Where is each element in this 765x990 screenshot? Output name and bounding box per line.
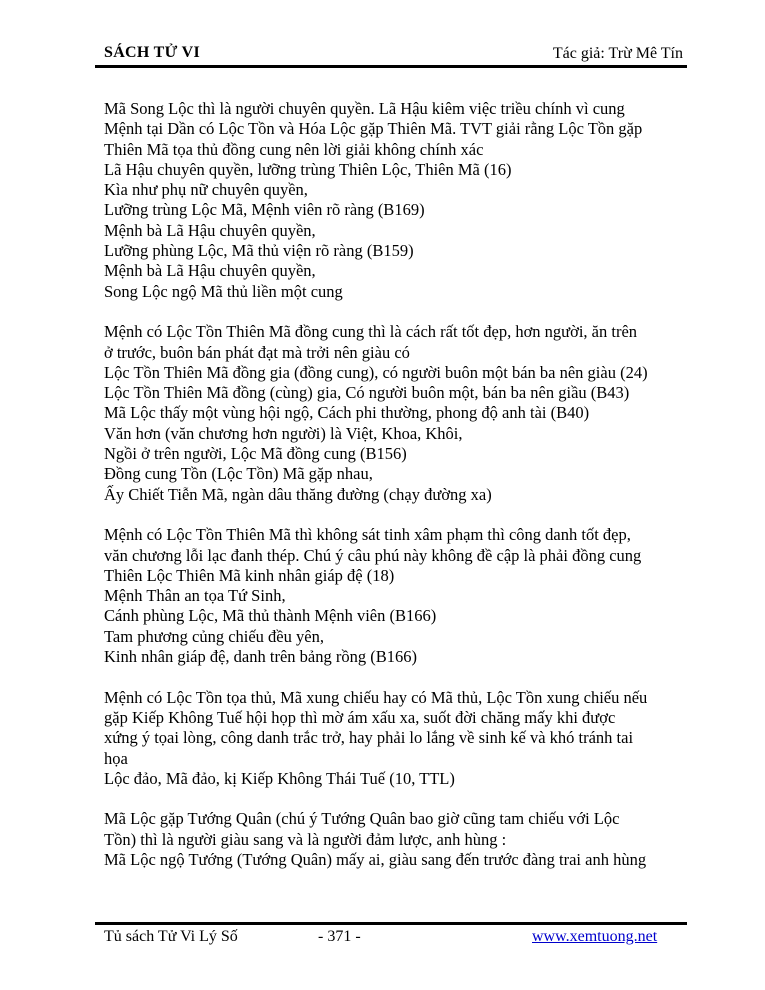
text-line: Mệnh bà Lã Hậu chuyên quyền,	[104, 261, 316, 281]
text-line: Thiên Mã tọa thủ đồng cung nên lời giải không chính xác	[104, 139, 484, 159]
text-line: Mệnh có Lộc Tồn Thiên Mã đồng cung thì là cách rất tốt đẹp, hơn người, ăn trên	[104, 322, 638, 342]
footer-website-link[interactable]: www.xemtuong.net	[532, 928, 658, 945]
paragraph-block	[104, 688, 694, 789]
text-line: Lộc Tồn Thiên Mã đồng (cùng) gia, Có người buôn một, bán ba nên giầu (B43)	[104, 383, 630, 403]
text-line: Mệnh có Lộc Tồn tọa thủ, Mã xung chiếu hay có Mã thủ, Lộc Tồn xung chiếu nếu	[104, 687, 648, 707]
text-line: Mệnh tại Dần có Lộc Tồn và Hóa Lộc gặp Thiên Mã. TVT giải rằng Lộc Tồn gặp	[104, 119, 643, 139]
text-line: Mã Lộc ngộ Tướng (Tướng Quân) mấy ai, giàu sang đến trước đàng trai anh hùng	[104, 849, 647, 869]
footer-divider	[95, 922, 687, 925]
paragraph-block	[104, 322, 694, 505]
paragraph-block	[104, 525, 694, 667]
footer-page-number: - 371 -	[318, 928, 361, 945]
document-body	[104, 99, 694, 870]
text-line: Mệnh có Lộc Tồn Thiên Mã thì không sát tinh xâm phạm thì công danh tốt đẹp,	[104, 525, 631, 545]
text-line: Tam phương củng chiếu đều yên,	[104, 626, 324, 646]
paragraph-block	[104, 99, 694, 302]
page-header-author: Tác giả: Trừ Mê Tín	[552, 45, 683, 62]
header-divider	[95, 65, 687, 68]
text-line: Lưỡng phùng Lộc, Mã thủ viện rõ ràng (B159)	[104, 241, 414, 261]
text-line: gặp Kiếp Không Tuế hội họp thì mờ ám xấu xa, suốt đời chăng mấy khi được	[104, 707, 616, 727]
text-line: Mã Song Lộc thì là người chuyên quyền. Lã Hậu kiêm việc triều chính vì cung	[104, 99, 625, 118]
text-line: Kìa như phụ nữ chuyên quyền,	[104, 180, 308, 200]
text-line: Lã Hậu chuyên quyền, lưỡng trùng Thiên Lộc, Thiên Mã (16)	[104, 159, 512, 179]
page-header-title: SÁCH TỬ VI	[104, 44, 201, 61]
text-line: Lộc đảo, Mã đảo, kị Kiếp Không Thái Tuế (10, TTL)	[104, 768, 455, 788]
text-line: Cánh phùng Lộc, Mã thủ thành Mệnh viên (B166)	[104, 606, 437, 626]
text-line: Lưỡng trùng Lộc Mã, Mệnh viên rõ ràng (B169)	[104, 200, 425, 220]
footer-series-title: Tủ sách Tử Vi Lý Số	[104, 928, 238, 945]
text-line: Đồng cung Tồn (Lộc Tồn) Mã gặp nhau,	[104, 464, 373, 484]
text-line: ở trước, buôn bán phát đạt mà trởi nên giàu có	[104, 342, 410, 362]
text-line: Song Lộc ngộ Mã thủ liền một cung	[104, 281, 343, 301]
text-line: Mã Lộc gặp Tướng Quân (chú ý Tướng Quân bao giờ cũng tam chiếu với Lộc	[104, 809, 620, 829]
paragraph-block	[104, 809, 694, 870]
text-line: Mệnh bà Lã Hậu chuyên quyền,	[104, 220, 316, 240]
text-line: Mã Lộc thấy một vùng hội ngộ, Cách phi thường, phong độ anh tài (B40)	[104, 403, 590, 423]
text-line: Ấy Chiết Tiễn Mã, ngàn dâu thăng đường (chạy đường xa)	[104, 484, 492, 504]
text-line: họa	[104, 748, 128, 768]
text-line: Văn hơn (văn chương hơn người) là Việt, Khoa, Khôi,	[104, 423, 463, 443]
text-line: Thiên Lộc Thiên Mã kinh nhân giáp đệ (18)	[104, 565, 395, 585]
text-line: Ngồi ở trên người, Lộc Mã đồng cung (B156)	[104, 444, 407, 464]
text-line: Lộc Tồn Thiên Mã đồng gia (đồng cung), có người buôn một bán ba nên giàu (24)	[104, 362, 648, 382]
text-line: Tồn) thì là người giàu sang và là người đảm lược, anh hùng :	[104, 829, 507, 849]
text-line: Kinh nhân giáp đệ, danh trên bảng rồng (B166)	[104, 647, 417, 667]
text-line: Mệnh Thân an tọa Tứ Sinh,	[104, 586, 286, 606]
text-line: văn chương lỗi lạc đanh thép. Chú ý câu phú này không đề cập là phải đồng cung	[104, 545, 642, 565]
page-footer	[104, 928, 687, 950]
text-line: xứng ý tọai lòng, công danh trắc trở, hay phải lo lắng về sinh kế và khó tránh tai	[104, 728, 634, 748]
